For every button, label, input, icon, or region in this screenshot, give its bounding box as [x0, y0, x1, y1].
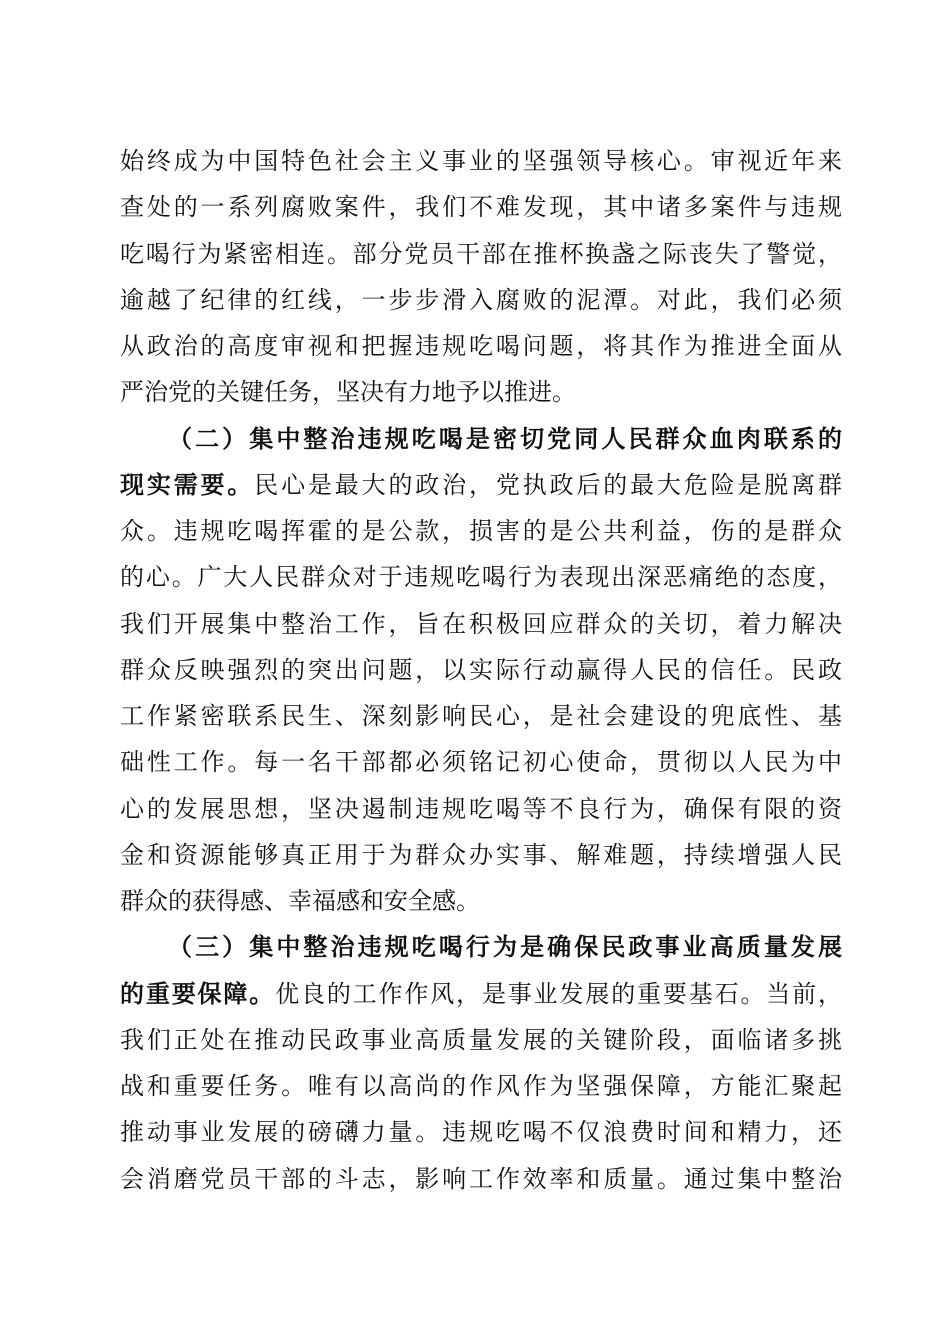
text-line: 始终成为中国特色社会主义事业的坚强领导核心。审视近年来 — [120, 147, 842, 175]
text-line: 会消磨党员干部的斗志，影响工作效率和质量。通过集中整治 — [120, 1165, 842, 1193]
text-span: 民心是最大的政治，党执政后的最大危险是脱离群 — [254, 471, 843, 499]
text-line: 众。违规吃喝挥霍的是公款，损害的是公共利益，伤的是群众 — [120, 517, 842, 545]
section-heading-3: （三）集中整治违规吃喝行为是确保民政事业高质量发展 — [168, 932, 842, 961]
text-line: 从政治的高度审视和把握违规吃喝问题，将其作为推进全面从 — [120, 332, 842, 360]
text-line: 础性工作。每一名干部都必须铭记初心使命，贯彻以人民为中 — [120, 748, 842, 776]
text-line: 查处的一系列腐败案件，我们不难发现，其中诸多案件与违规 — [120, 193, 842, 221]
text-line: 的心。广大人民群众对于违规吃喝行为表现出深恶痛绝的态度， — [120, 563, 842, 591]
text-line: 逾越了纪律的红线，一步步滑入腐败的泥潭。对此，我们必须 — [120, 286, 842, 314]
text-span: 优良的工作作风，是事业发展的重要基石。当前， — [275, 980, 843, 1008]
text-line: 工作紧密联系民生、深刻影响民心，是社会建设的兜底性、基 — [120, 702, 842, 730]
text-line: 金和资源能够真正用于为群众办实事、解难题，持续增强人民 — [120, 841, 842, 869]
text-line: 严治党的关键任务，坚决有力地予以推进。 — [120, 378, 576, 406]
text-line: 吃喝行为紧密相连。部分党员干部在推杯换盏之际丧失了警觉， — [120, 240, 842, 268]
section-heading-2-end: 现实需要。 — [120, 470, 255, 499]
section-heading-2: （二）集中整治违规吃喝是密切党同人民群众血肉联系的 — [168, 424, 842, 453]
text-line: 我们开展集中整治工作，旨在积极回应群众的关切，着力解决 — [120, 610, 842, 638]
text-line: 战和重要任务。唯有以高尚的作风作为坚强保障，方能汇聚起 — [120, 1072, 842, 1100]
text-line — [120, 467, 842, 503]
text-line: 心的发展思想，坚决遏制违规吃喝等不良行为，确保有限的资 — [120, 795, 842, 823]
text-line: 群众的获得感、幸福感和安全感。 — [120, 887, 480, 915]
text-line: 群众反映强烈的突出问题，以实际行动赢得人民的信任。民政 — [120, 656, 842, 684]
text-line: 推动事业发展的磅礴力量。违规吃喝不仅浪费时间和精力，还 — [120, 1118, 842, 1146]
text-line — [120, 976, 842, 1012]
text-line: 我们正处在推动民政事业高质量发展的关键阶段，面临诸多挑 — [120, 1026, 842, 1054]
section-heading-3-end: 的重要保障。 — [120, 979, 276, 1008]
